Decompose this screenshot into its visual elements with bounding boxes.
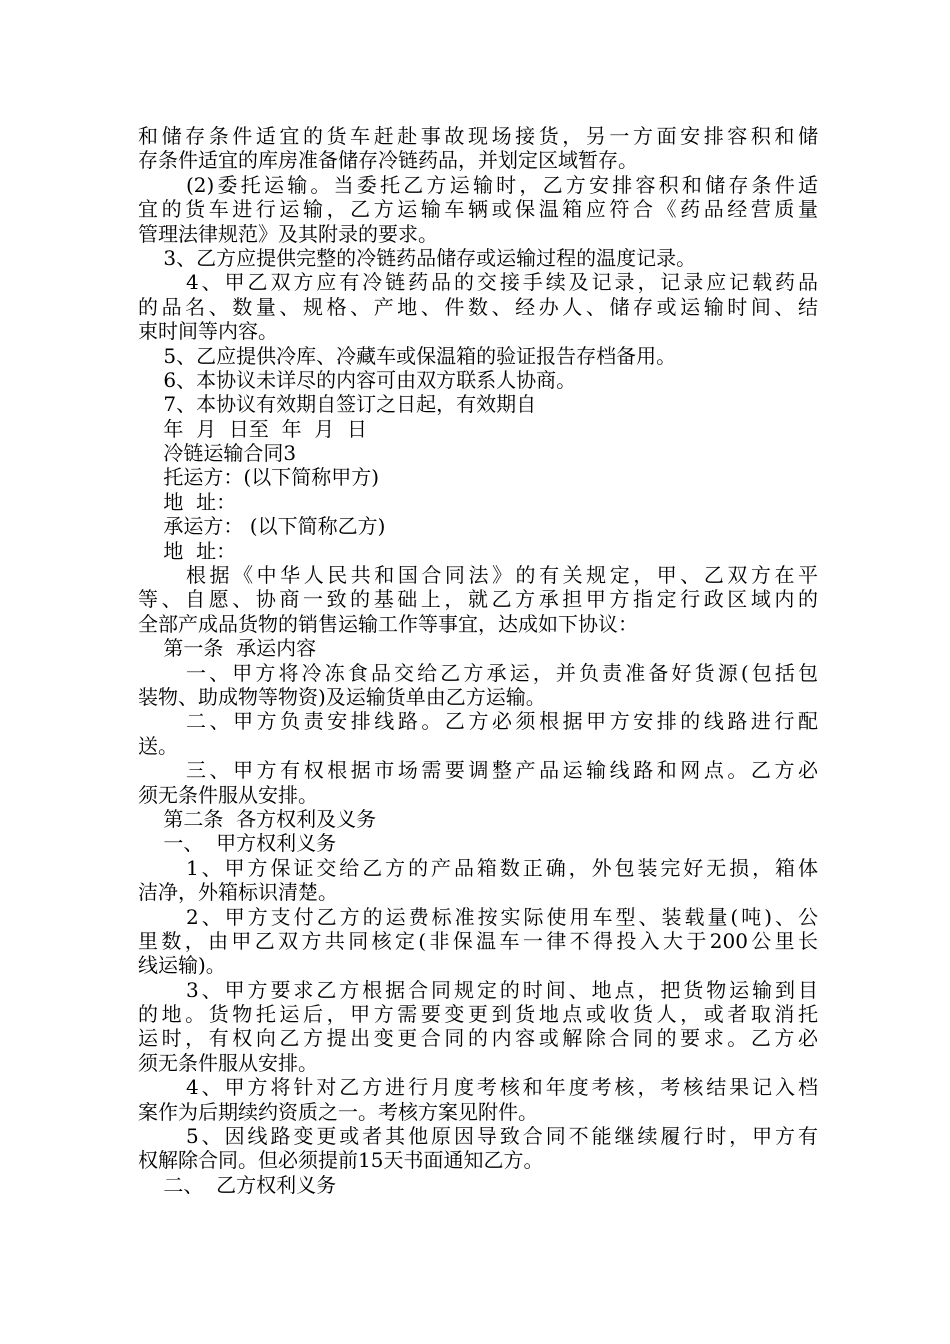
text-line: 6、本协议未详尽的内容可由双方联系人协商。: [138, 367, 577, 392]
text-line: 里数，由甲乙双方共同核定(非保温车一律不得投入大于200公里长: [138, 928, 818, 953]
text-line: 5、乙应提供冷库、冷藏车或保温箱的验证报告存档备用。: [138, 343, 677, 368]
text-line: 装物、助成物等物资)及运输货单由乙方运输。: [138, 684, 546, 709]
text-line: 4、甲方将针对乙方进行月度考核和年度考核，考核结果记入档: [186, 1075, 818, 1100]
text-line: 的地。货物托运后，甲方需要变更到货地点或收货人，或者取消托: [138, 1002, 818, 1027]
text-line: 宜的货车进行运输，乙方运输车辆或保温箱应符合《药品经营质量: [138, 197, 818, 222]
text-line: 3、甲方要求乙方根据合同规定的时间、地点，把货物运输到目: [186, 977, 818, 1002]
text-line: 1、甲方保证交给乙方的产品箱数正确，外包装完好无损，箱体: [186, 855, 818, 880]
text-line: 全部产成品货物的销售运输工作等事宜，达成如下协议：: [138, 611, 638, 636]
text-line: (2)委托运输。当委托乙方运输时，乙方安排容积和储存条件适: [186, 172, 818, 197]
text-line: 三、甲方有权根据市场需要调整产品运输线路和网点。乙方必: [186, 758, 818, 783]
text-line: 送。: [138, 733, 178, 758]
document-body: [138, 124, 818, 1197]
text-line: 2、甲方支付乙方的运费标准按实际使用车型、装载量(吨)、公: [186, 904, 818, 929]
text-line: 第二条 各方权利及义务: [138, 806, 377, 831]
text-line: 和储存条件适宜的货车赶赴事故现场接货，另一方面安排容积和储: [138, 124, 818, 148]
text-line: 一、甲方将冷冻食品交给乙方承运，并负责准备好货源(包括包: [186, 660, 818, 685]
text-line: 地 址：: [138, 538, 237, 563]
text-line: 冷链运输合同3: [138, 441, 297, 466]
text-line: 根据《中华人民共和国合同法》的有关规定，甲、乙双方在平: [186, 563, 818, 588]
text-line: 托运方：(以下简称甲方): [138, 465, 380, 490]
text-line: 第一条 承运内容: [138, 636, 317, 661]
text-line: 须无条件服从安排。: [138, 1050, 318, 1075]
text-line: 二、 乙方权利义务: [138, 1172, 337, 1197]
text-line: 地 址：: [138, 489, 237, 514]
text-line: 的品名、数量、规格、产地、件数、经办人、储存或运输时间、结: [138, 294, 818, 319]
text-line: 须无条件服从安排。: [138, 782, 318, 807]
text-line: 等、自愿、协商一致的基础上，就乙方承担甲方指定行政区域内的: [138, 587, 818, 612]
text-line: 5、因线路变更或者其他原因导致合同不能继续履行时，甲方有: [186, 1124, 818, 1149]
text-line: 线运输)。: [138, 953, 226, 978]
text-line: 管理法律规范》及其附录的要求。: [138, 221, 438, 246]
text-line: 年 月 日至 年 月 日: [138, 416, 368, 441]
text-line: 权解除合同。但必须提前15天书面通知乙方。: [138, 1148, 544, 1173]
text-line: 存条件适宜的库房准备储存冷链药品，并划定区域暂存。: [138, 148, 638, 173]
text-line: 运时，有权向乙方提出变更合同的内容或解除合同的要求。乙方必: [138, 1026, 818, 1051]
text-line: 一、 甲方权利义务: [138, 831, 337, 856]
text-line: 洁净，外箱标识清楚。: [138, 880, 338, 905]
text-line: 4、甲乙双方应有冷链药品的交接手续及记录，记录应记载药品: [186, 270, 818, 295]
text-line: 案作为后期续约资质之一。考核方案见附件。: [138, 1099, 538, 1124]
text-line: 7、本协议有效期自签订之日起，有效期自: [138, 392, 537, 417]
text-line: 二、甲方负责安排线路。乙方必须根据甲方安排的线路进行配: [186, 709, 818, 734]
text-line: 3、乙方应提供完整的冷链药品储存或运输过程的温度记录。: [138, 245, 697, 270]
text-line: 承运方： (以下简称乙方): [138, 514, 386, 539]
text-line: 束时间等内容。: [138, 319, 278, 344]
